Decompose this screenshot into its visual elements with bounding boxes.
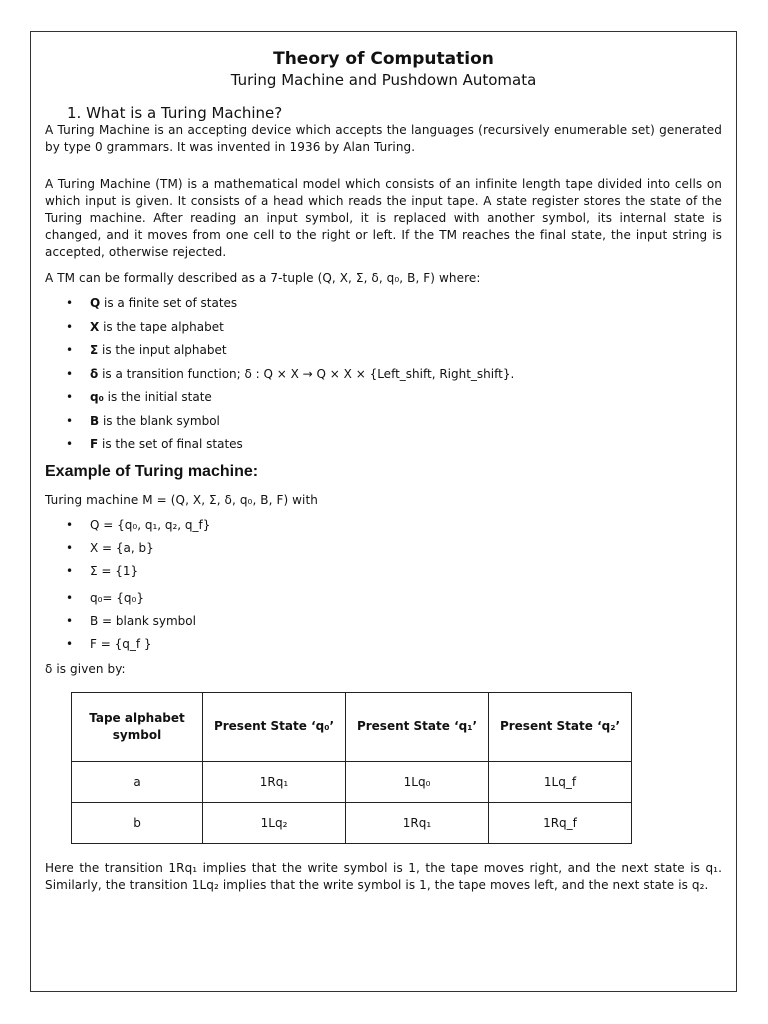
table-header: Present State ‘q₀’: [203, 692, 346, 761]
tuple-list: [45, 295, 722, 460]
paragraph-intro: A Turing Machine is an accepting device which accepts the languages (recursively enumerable set) generated by type 0 grammars. It was invented in 1936 by Alan Turing.: [45, 123, 722, 154]
list-item: [45, 319, 722, 343]
example-list: [45, 517, 722, 659]
paragraph-tuple: A TM can be formally described as a 7-tuple (Q, X, Σ, δ, q₀, B, F) where:: [45, 271, 481, 285]
list-desc: is the set of final states: [98, 437, 243, 451]
list-item: [45, 389, 722, 413]
table-cell: b: [72, 802, 203, 843]
table-header: Present State ‘q₁’: [346, 692, 489, 761]
document-content: [45, 48, 722, 894]
list-term: F: [90, 437, 99, 451]
table-cell: a: [72, 761, 203, 802]
list-desc: is the tape alphabet: [99, 319, 224, 334]
list-item: [45, 295, 722, 319]
list-desc: is the input alphabet: [98, 343, 227, 357]
table-cell: 1Rq₁: [203, 761, 346, 802]
table-header: Tape alphabet symbol: [72, 692, 203, 761]
list-term: B: [90, 413, 100, 428]
list-item: • q₀= {q₀}: [45, 590, 722, 613]
list-term: δ: [90, 366, 99, 381]
transition-table: [71, 692, 632, 844]
table-row: [72, 761, 632, 802]
document-subtitle: Turing Machine and Pushdown Automata: [230, 71, 537, 89]
document-title: Theory of Computation: [273, 49, 494, 69]
table-row: [72, 802, 632, 843]
table-cell: 1Lq₂: [203, 802, 346, 843]
list-term: Q: [90, 296, 101, 310]
paragraph-definition: A Turing Machine (TM) is a mathematical model which consists of an infinite length tape divided into cells on which input is given. It consists of a head which reads the input tape. A state register stores the state of the Turing machine. After reading an input symbol, it is replaced with another symbol, its internal state is changed, and it moves from one cell to the right or left. If the TM reaches the final state, the input string is accepted, otherwise rejected.: [45, 177, 722, 259]
list-item: • B = blank symbol: [45, 613, 722, 636]
delta-label: δ is given by:: [45, 661, 126, 676]
list-item: [45, 366, 722, 390]
list-item: • Σ = {1}: [45, 563, 722, 586]
table-cell: 1Rq_f: [489, 802, 632, 843]
list-term: X: [90, 319, 100, 334]
list-desc: is the initial state: [103, 390, 212, 404]
list-item: [45, 436, 722, 460]
closing-paragraph: Here the transition 1Rq₁ implies that the write symbol is 1, the tape moves right, and the next state is q₁. Similarly, the transition 1Lq₂ implies that the write symbol is 1, the tape moves left, and the next state is q₂.: [45, 860, 722, 892]
example-intro: Turing machine M = (Q, X, Σ, δ, q₀, B, F) with: [45, 492, 318, 507]
list-term: q₀: [90, 390, 104, 404]
table-cell: 1Lq₀: [346, 761, 489, 802]
document-page: [30, 31, 737, 992]
list-desc: is a finite set of states: [100, 296, 238, 310]
list-term: Σ: [90, 343, 99, 357]
list-item: • X = {a, b}: [45, 540, 722, 563]
example-heading: Example of Turing machine:: [45, 462, 259, 480]
table-header: Present State ‘q₂’: [489, 692, 632, 761]
list-item: [45, 413, 722, 437]
table-cell: 1Rq₁: [346, 802, 489, 843]
list-item: [45, 342, 722, 366]
table-cell: 1Lq_f: [489, 761, 632, 802]
list-item: • F = {q_f }: [45, 636, 722, 659]
list-desc: is the blank symbol: [99, 413, 220, 428]
table-header-row: [72, 692, 632, 761]
section-heading-turing: 1. What is a Turing Machine?: [67, 104, 283, 122]
list-item: • Q = {q₀, q₁, q₂, q_f}: [45, 517, 722, 540]
list-desc: is a transition function; δ : Q × X → Q × X × {Left_shift, Right_shift}.: [98, 366, 515, 381]
